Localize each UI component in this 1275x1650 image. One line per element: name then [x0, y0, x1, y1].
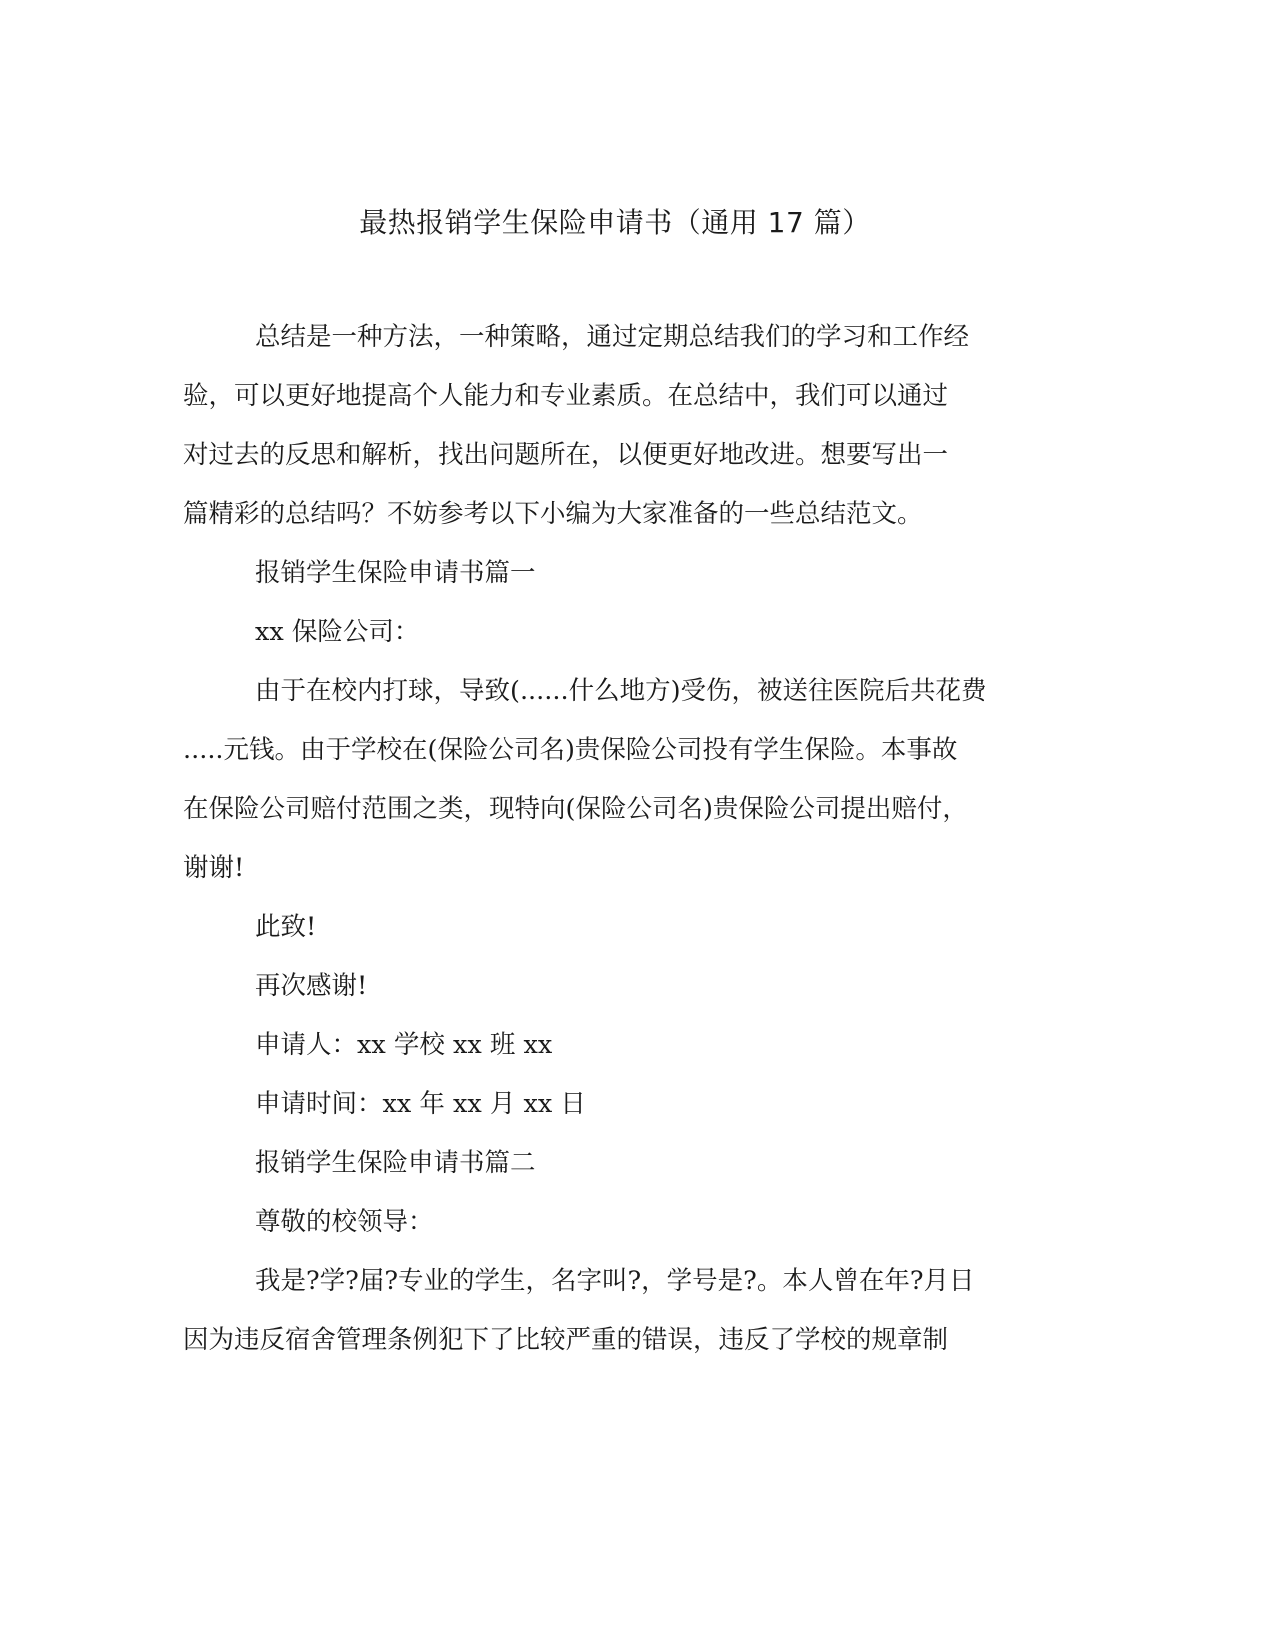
paragraph-line: 篇精彩的总结吗？不妨参考以下小编为大家准备的一些总结范文。 [183, 499, 923, 529]
section-heading: 报销学生保险申请书篇一 [255, 558, 536, 588]
paragraph-line: 因为违反宿舍管理条例犯下了比较严重的错误，违反了学校的规章制 [183, 1325, 949, 1355]
paragraph-line: 谢谢! [183, 853, 245, 883]
paragraph-line: 验，可以更好地提高个人能力和专业素质。在总结中，我们可以通过 [183, 381, 949, 411]
paragraph-line: 对过去的反思和解析，找出问题所在，以便更好地改进。想要写出一 [183, 440, 949, 470]
salutation: 尊敬的校领导： [255, 1207, 434, 1237]
closing-line: 再次感谢! [255, 971, 368, 1001]
paragraph-line: 由于在校内打球，导致(......什么地方)受伤，被送往医院后共花费 [255, 676, 987, 706]
salutation: xx 保险公司： [255, 617, 420, 647]
paragraph-line: 我是?学?届?专业的学生，名字叫?，学号是?。本人曾在年?月日 [255, 1266, 975, 1296]
applicant-line: 申请人：xx 学校 xx 班 xx [255, 1030, 553, 1060]
date-line: 申请时间：xx 年 xx 月 xx 日 [255, 1089, 586, 1119]
paragraph-line: 在保险公司赔付范围之类，现特向(保险公司名)贵保险公司提出赔付， [183, 794, 968, 824]
paragraph-line: .....元钱。由于学校在(保险公司名)贵保险公司投有学生保险。本事故 [183, 735, 958, 765]
closing-line: 此致! [255, 912, 317, 942]
paragraph-line: 总结是一种方法，一种策略，通过定期总结我们的学习和工作经 [255, 322, 970, 352]
section-heading: 报销学生保险申请书篇二 [255, 1148, 536, 1178]
document-title: 最热报销学生保险申请书（通用 17 篇） [359, 206, 871, 239]
